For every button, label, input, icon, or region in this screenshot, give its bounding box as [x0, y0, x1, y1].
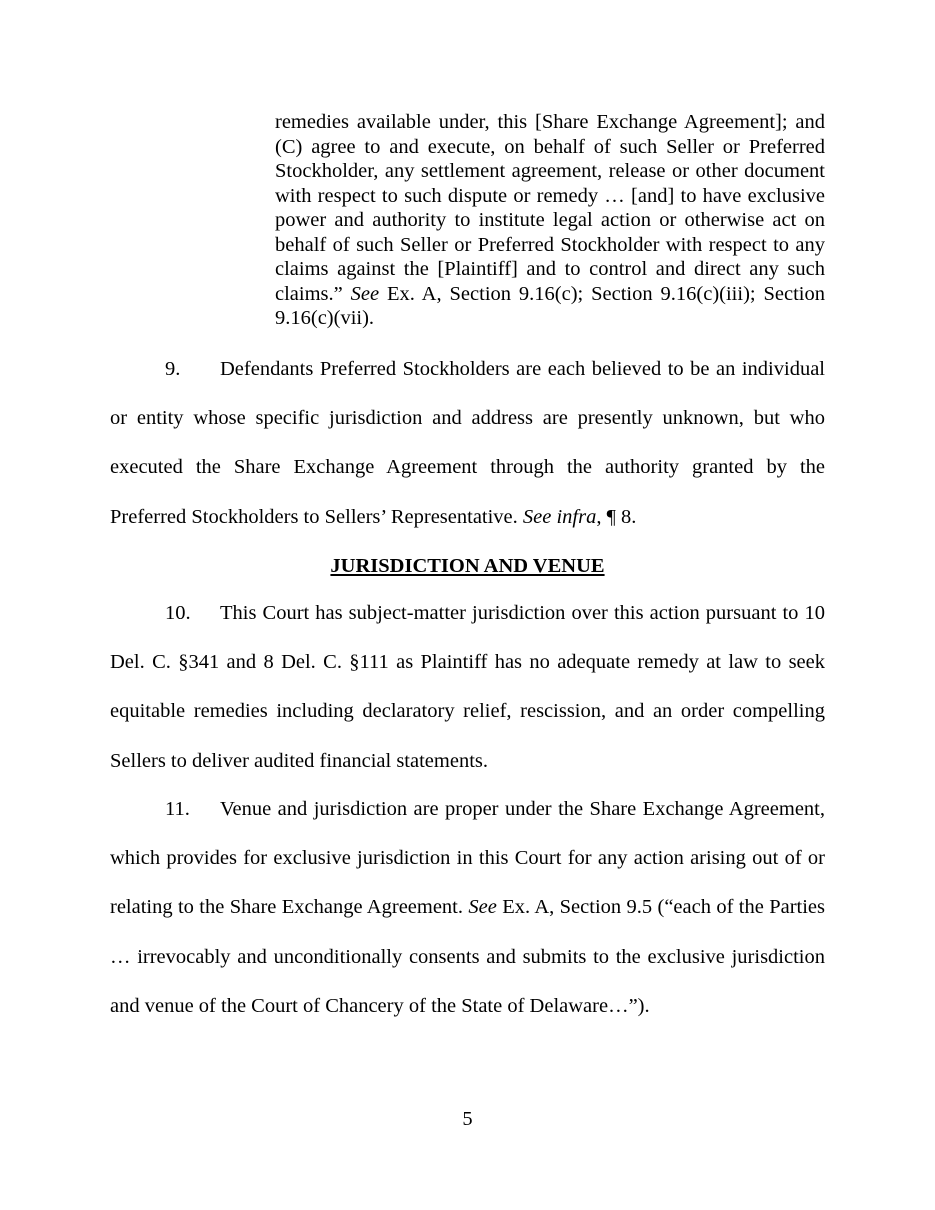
see-signal: See: [468, 896, 497, 919]
paragraph-10: [110, 589, 825, 786]
paragraph-text: This Court has subject-matter jurisdiction over this action pursuant to 10 Del. C. §341 and 8 Del. C. §111 as Plaintiff has no adequate remedy at law to seek equitable remedies including declaratory relief, rescission, and an order compelling Sellers to deliver audited financial statements.: [110, 602, 825, 772]
quote-citation: Ex. A, Section 9.16(c); Section 9.16(c)(iii); Section 9.16(c)(vii).: [275, 282, 825, 329]
paragraph-number: 11.: [165, 798, 190, 820]
paragraph-number: 9.: [165, 358, 181, 380]
paragraph-citation: Ex. A, Section 9.5 (“each of the Parties … irrevocably and unconditionally consents and submits to the exclusive jurisdiction and venue of the Court of Chancery of the State of Delaware…”).: [110, 896, 826, 1017]
paragraph-9: [110, 345, 825, 542]
paragraph-11: [110, 785, 825, 1031]
section-heading: JURISDICTION AND VENUE: [330, 555, 605, 577]
paragraph-number: 10.: [165, 602, 191, 624]
quote-text: remedies available under, this [Share Exchange Agreement]; and (C) agree to and execute, on behalf of such Seller or Preferred Stockholder, any settlement agreement, release or other document with respect to such dispute or remedy … [and] to have exclusive power and authority to institute legal action or otherwise act on behalf of such Seller or Preferred Stockholder with respect to any claims against the [Plaintiff] and to control and direct any such claims.”: [275, 111, 825, 305]
page-number: 5: [462, 1108, 473, 1130]
quote-see-signal: See: [350, 282, 380, 305]
see-infra-signal: See infra: [522, 505, 597, 528]
paragraph-citation: , ¶ 8.: [596, 505, 637, 528]
block-quote: [275, 110, 825, 331]
paragraph-text: Defendants Preferred Stockholders are each believed to be an individual or entity whose specific jurisdiction and address are presently unknown, but who executed the Share Exchange Agreement through the authority granted by the Preferred Stockholders to Sellers’ Representative.: [110, 358, 825, 528]
paragraph-text: Venue and jurisdiction are proper under the Share Exchange Agreement, which provides for exclusive jurisdiction in this Court for any action arising out of or relating to the Share Exchange Agreement.: [110, 798, 825, 919]
